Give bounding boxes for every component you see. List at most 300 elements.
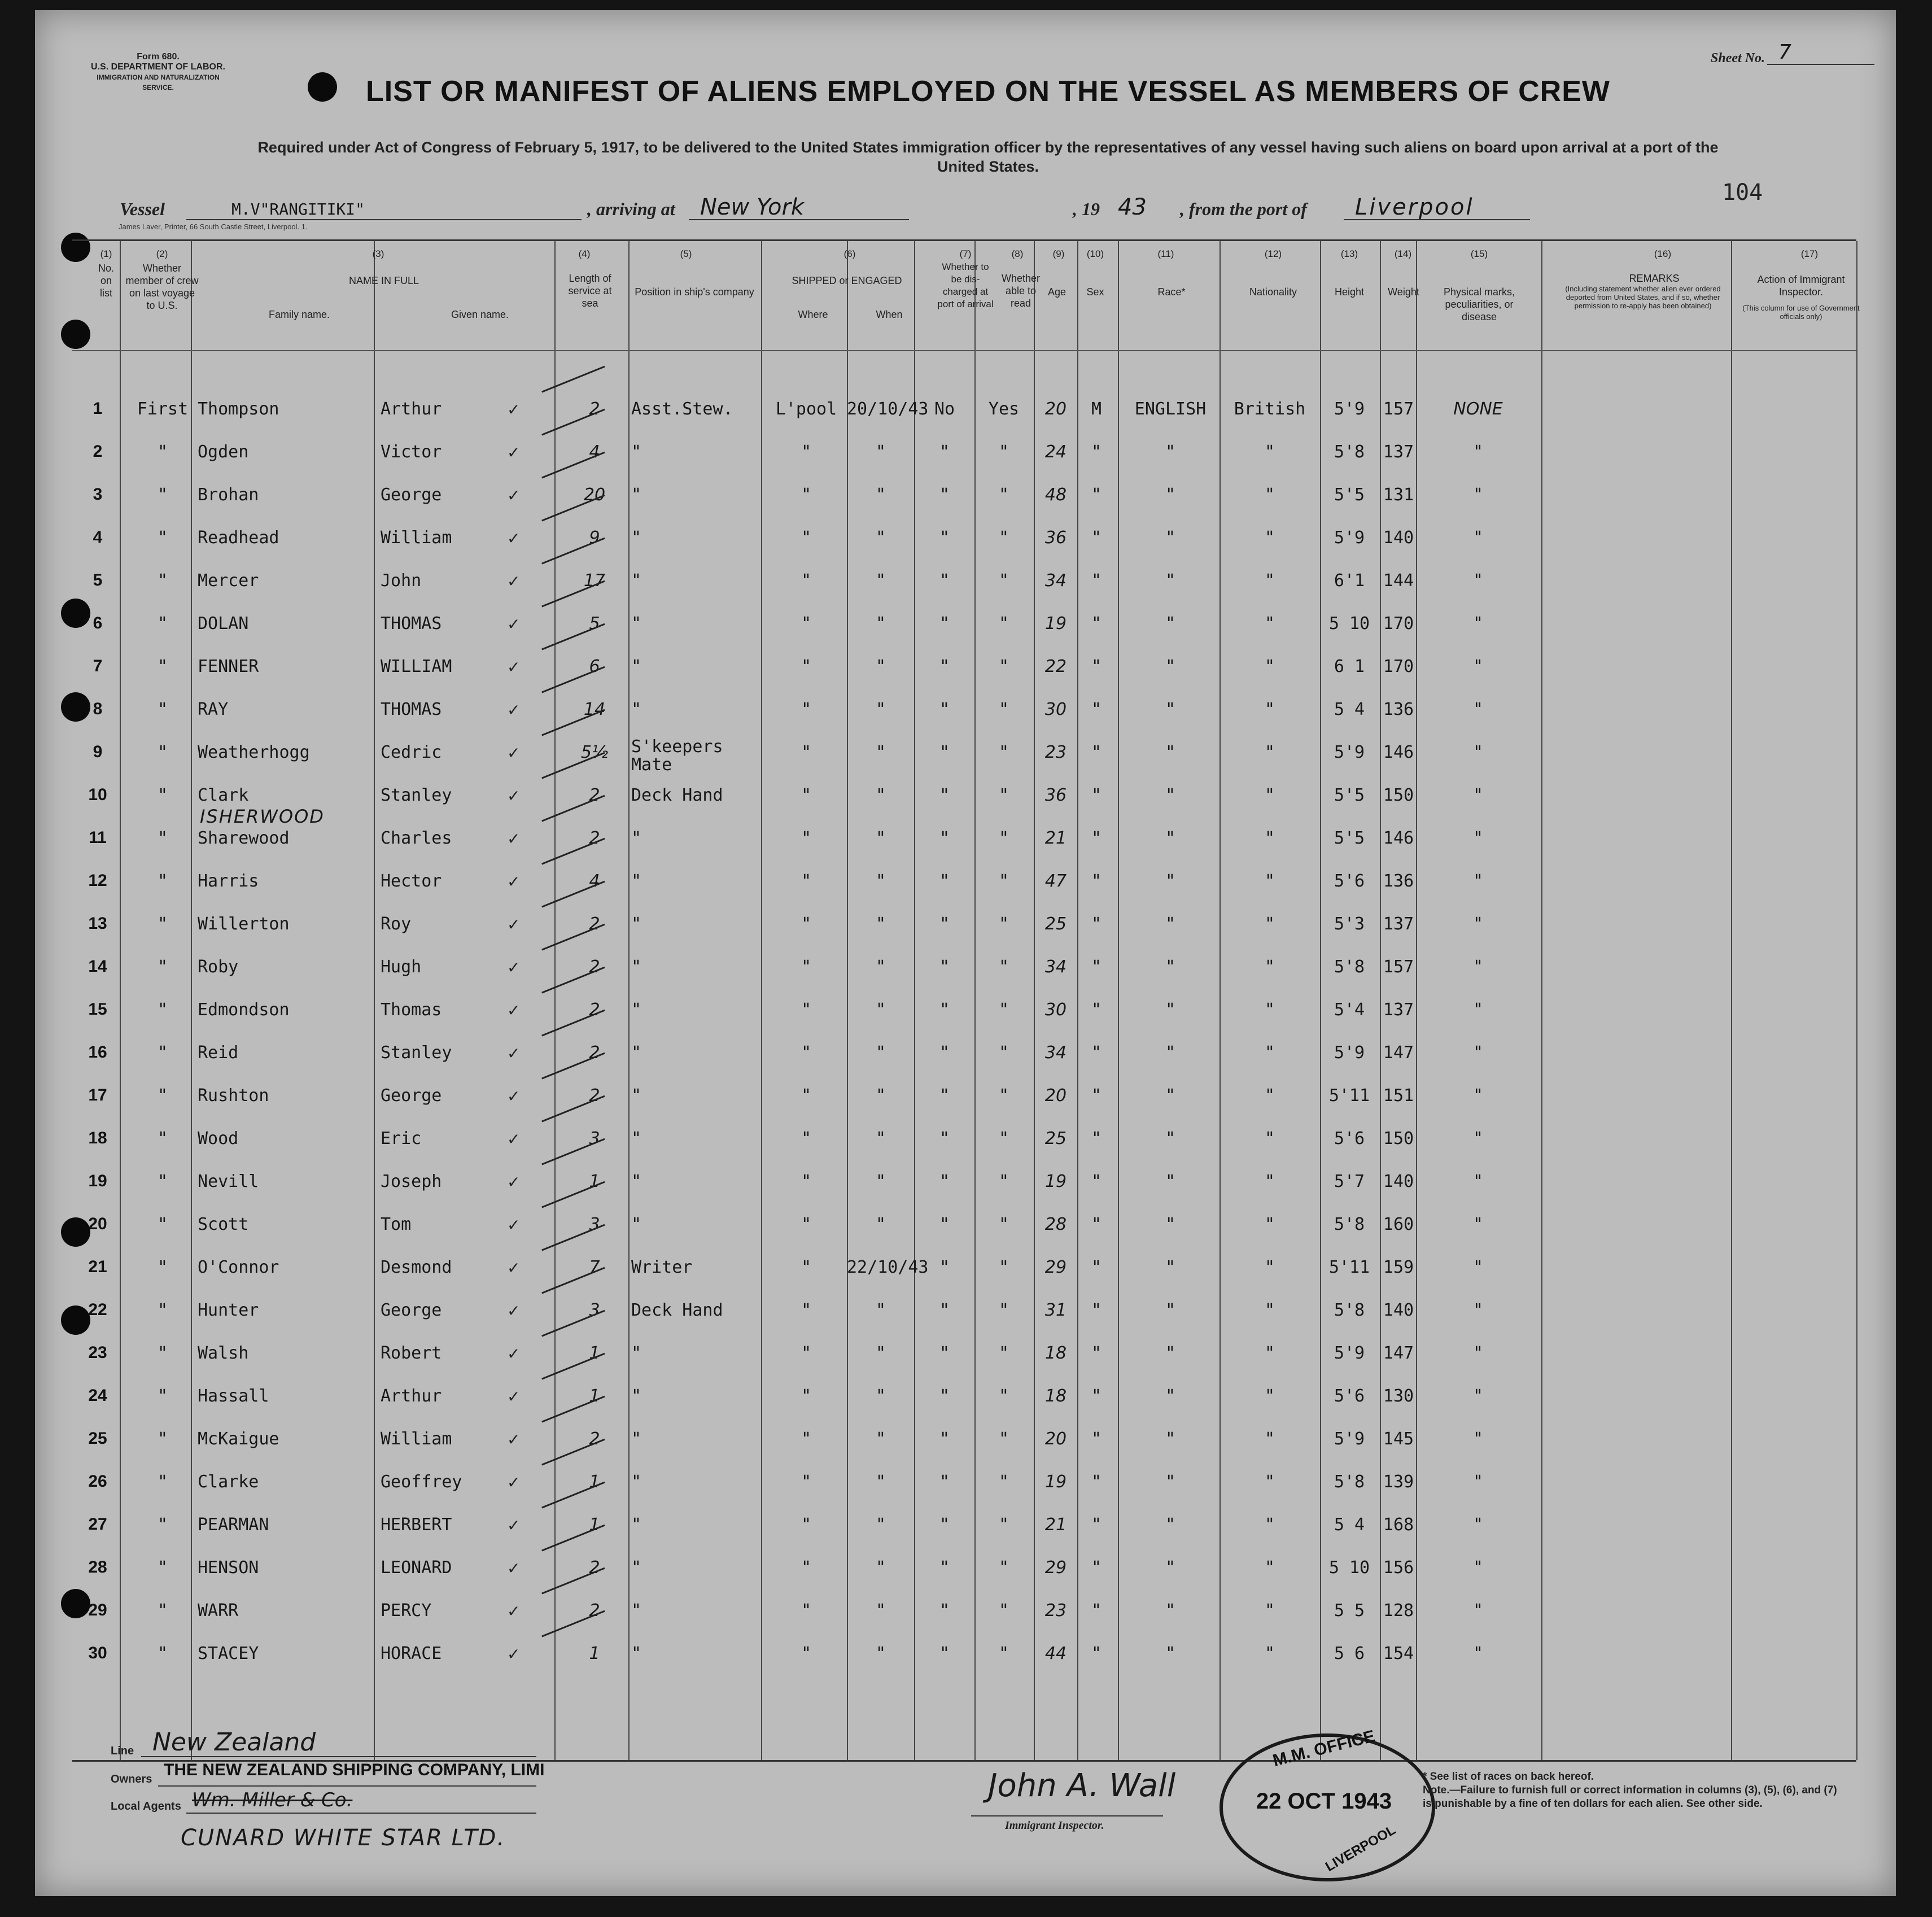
table-row — [72, 1631, 1856, 1674]
cell-nat: British — [1234, 399, 1306, 419]
cell-crew: " — [157, 1601, 168, 1621]
table-row — [72, 1073, 1856, 1116]
cell-disch: " — [939, 1429, 950, 1449]
cell-marks: " — [1474, 571, 1482, 591]
cell-service: 3 — [589, 1129, 600, 1149]
cell-sex: " — [1091, 1129, 1102, 1149]
cell-weight: 170 — [1383, 614, 1414, 634]
line-label: Line — [111, 1745, 134, 1757]
cell-given: John — [381, 571, 422, 591]
cell-when: " — [875, 571, 886, 591]
cell-where: L'pool — [775, 399, 837, 419]
cell-age: 30 — [1044, 1000, 1067, 1020]
col4-header: Length of service at sea — [568, 273, 612, 309]
cell-marks: " — [1474, 1000, 1482, 1020]
cell-disch: " — [939, 614, 950, 634]
row-number: 5 — [93, 571, 103, 589]
cell-where: " — [801, 442, 812, 462]
cell-disch: " — [939, 1343, 950, 1363]
cell-when: " — [875, 1343, 886, 1363]
cell-crew: First — [137, 399, 189, 419]
penalty-note: Note.—Failure to furnish full or correct information in columns (3), (5), (6), and (7) is punishable by a fine of ten dollars for each alien. See other side. — [1423, 1784, 1837, 1810]
cell-position: " — [631, 571, 642, 591]
cell-crew: " — [157, 700, 168, 719]
cell-disch: " — [939, 1300, 950, 1320]
col4-num: (4) — [578, 248, 591, 259]
cell-disch: " — [939, 743, 950, 762]
table-row — [72, 1417, 1856, 1459]
cell-sex: " — [1091, 700, 1102, 719]
cell-where: " — [801, 1000, 812, 1020]
cell-service: 7 — [589, 1257, 600, 1277]
cell-height: 5'5 — [1334, 485, 1365, 505]
col17-num: (17) — [1800, 248, 1819, 259]
cell-when: " — [875, 914, 886, 934]
cell-age: 25 — [1044, 1129, 1067, 1149]
cell-height: 5 10 — [1328, 1558, 1370, 1578]
cell-given: HORACE — [381, 1644, 442, 1663]
cell-when: 22/10/43 — [847, 1257, 929, 1277]
cell-race: " — [1165, 785, 1176, 805]
cell-service: 2 — [589, 828, 600, 848]
cell-read: " — [998, 1386, 1009, 1406]
cell-nat: " — [1264, 914, 1275, 934]
cell-disch: " — [939, 1043, 950, 1063]
col12-header: Nationality — [1249, 286, 1297, 298]
cell-position: " — [631, 871, 642, 891]
cell-crew: " — [157, 1129, 168, 1149]
year-value: 43 — [1118, 194, 1147, 220]
cell-position: " — [631, 828, 642, 848]
cell-when: " — [875, 957, 886, 977]
row-number: 28 — [88, 1558, 107, 1577]
cell-when: " — [875, 528, 886, 548]
cell-height: 5 4 — [1334, 1515, 1365, 1535]
cell-weight: 147 — [1383, 1043, 1414, 1063]
check-mark-icon: ✓ — [507, 1516, 521, 1535]
cell-height: 5 6 — [1334, 1644, 1365, 1663]
cell-where: " — [801, 871, 812, 891]
check-mark-icon: ✓ — [507, 529, 521, 548]
cell-when: 20/10/43 — [847, 399, 929, 419]
cell-age: 36 — [1044, 528, 1067, 548]
cell-age: 20 — [1044, 1086, 1067, 1106]
cell-read: " — [998, 442, 1009, 462]
table-row — [72, 816, 1856, 858]
form-id-block — [85, 52, 231, 93]
check-mark-icon: ✓ — [507, 1259, 521, 1277]
cell-position: " — [631, 1000, 642, 1020]
cell-marks: " — [1474, 1515, 1482, 1535]
cell-weight: 146 — [1383, 743, 1414, 762]
table-row — [72, 473, 1856, 515]
cell-crew: " — [157, 785, 168, 805]
cell-given: Hector — [381, 871, 442, 891]
cell-read: " — [998, 1644, 1009, 1663]
cell-when: " — [875, 1429, 886, 1449]
cell-crew: " — [157, 871, 168, 891]
check-mark-icon: ✓ — [507, 1344, 521, 1363]
cell-disch: " — [939, 1000, 950, 1020]
cell-when: " — [875, 1172, 886, 1191]
cell-disch: " — [939, 1472, 950, 1492]
owners-label: Owners — [111, 1773, 152, 1785]
cell-crew: " — [157, 1644, 168, 1663]
cell-family: HENSON — [198, 1558, 259, 1578]
col8-header: Whether able to read — [1001, 273, 1041, 309]
cell-position: " — [631, 914, 642, 934]
cell-crew: " — [157, 957, 168, 977]
col13-header: Height — [1334, 286, 1365, 298]
col16-num: (16) — [1654, 248, 1672, 259]
cell-height: 5'8 — [1334, 1300, 1365, 1320]
cell-family: Sharewood — [198, 828, 290, 848]
cell-read: " — [998, 1215, 1009, 1234]
cell-disch: " — [939, 828, 950, 848]
table-row — [72, 1331, 1856, 1373]
cell-family: McKaigue — [198, 1429, 279, 1449]
cell-position: " — [631, 957, 642, 977]
cell-service: 3 — [589, 1215, 600, 1234]
department-name: U.S. DEPARTMENT OF LABOR. — [91, 62, 225, 72]
cell-sex: " — [1091, 1300, 1102, 1320]
cell-disch: " — [939, 700, 950, 719]
cell-sex: " — [1091, 442, 1102, 462]
cell-age: 23 — [1044, 1601, 1067, 1621]
cell-marks: " — [1474, 828, 1482, 848]
cell-service: 4 — [589, 871, 600, 891]
cell-race: " — [1165, 1644, 1176, 1663]
col1-header: No. on list — [98, 263, 114, 299]
cell-race: " — [1165, 1429, 1176, 1449]
check-mark-icon: ✓ — [507, 1087, 521, 1106]
cell-nat: " — [1264, 1300, 1275, 1320]
cell-race: " — [1165, 571, 1176, 591]
cell-race: " — [1165, 657, 1176, 676]
cell-height: 5'8 — [1334, 1472, 1365, 1492]
table-row — [72, 430, 1856, 472]
cell-age: 21 — [1044, 1515, 1067, 1535]
cell-family: Thompson — [198, 399, 279, 419]
cell-position: " — [631, 1472, 642, 1492]
cell-disch: " — [939, 1644, 950, 1663]
cell-family: Clarke — [198, 1472, 259, 1492]
cell-nat: " — [1264, 1043, 1275, 1063]
row-number: 1 — [93, 399, 103, 418]
cell-height: 5'3 — [1334, 914, 1365, 934]
cell-weight: 140 — [1383, 1300, 1414, 1320]
row-number: 11 — [89, 828, 107, 847]
cell-sex: " — [1091, 743, 1102, 762]
check-mark-icon: ✓ — [507, 1173, 521, 1191]
cell-service: 2 — [589, 1429, 600, 1449]
cell-height: 5'9 — [1334, 528, 1365, 548]
cell-service: 2 — [589, 1043, 600, 1063]
cell-nat: " — [1264, 1472, 1275, 1492]
check-mark-icon: ✓ — [507, 572, 521, 591]
cell-age: 48 — [1044, 485, 1067, 505]
cell-family: WARR — [198, 1601, 239, 1621]
cell-service: 2 — [589, 957, 600, 977]
check-mark-icon: ✓ — [507, 958, 521, 977]
table-row — [72, 1030, 1856, 1073]
arrival-port: New York — [700, 194, 805, 220]
cell-family: FENNER — [198, 657, 259, 676]
stamp-bottom-text: LIVERPOOL — [1322, 1822, 1398, 1875]
vessel-label: Vessel — [120, 199, 165, 219]
cell-when: " — [875, 1215, 886, 1234]
cell-age: 25 — [1044, 914, 1067, 934]
table-row — [72, 1159, 1856, 1202]
cell-where: " — [801, 1472, 812, 1492]
cell-read: " — [998, 614, 1009, 634]
cell-weight: 137 — [1383, 1000, 1414, 1020]
cell-age: 34 — [1044, 571, 1067, 591]
cell-where: " — [801, 1257, 812, 1277]
cell-height: 5'9 — [1334, 1043, 1365, 1063]
col5-num: (5) — [680, 248, 692, 259]
cell-service: 2 — [589, 1601, 600, 1621]
cell-nat: " — [1264, 785, 1275, 805]
cell-family: Reid — [198, 1043, 239, 1063]
cell-position: " — [631, 700, 642, 719]
cell-where: " — [801, 1172, 812, 1191]
cell-nat: " — [1264, 1429, 1275, 1449]
page-title: LIST OR MANIFEST OF ALIENS EMPLOYED ON THE VESSEL AS MEMBERS OF CREW — [366, 75, 1610, 108]
cell-service: 5½ — [580, 743, 609, 762]
cell-age: 19 — [1044, 614, 1067, 634]
cell-marks: " — [1474, 614, 1482, 634]
owners-value: THE NEW ZEALAND SHIPPING COMPANY, LIMI — [164, 1761, 545, 1779]
cell-family: Mercer — [198, 571, 259, 591]
cell-height: 6'1 — [1334, 571, 1365, 591]
cell-read: " — [998, 485, 1009, 505]
cell-age: 29 — [1044, 1558, 1067, 1578]
cell-position: " — [631, 1215, 642, 1234]
cell-given: George — [381, 1086, 442, 1106]
year-prefix: , 19 — [1073, 199, 1100, 219]
cell-crew: " — [157, 1000, 168, 1020]
row-number: 24 — [88, 1386, 107, 1405]
cell-age: 28 — [1044, 1215, 1067, 1234]
cell-height: 5'5 — [1334, 828, 1365, 848]
check-mark-icon: ✓ — [507, 915, 521, 934]
cell-given: Joseph — [381, 1172, 442, 1191]
cell-height: 5'8 — [1334, 957, 1365, 977]
cell-given: Arthur — [381, 399, 442, 419]
check-mark-icon: ✓ — [507, 1130, 521, 1149]
cell-position: " — [631, 1043, 642, 1063]
cell-crew: " — [157, 1472, 168, 1492]
col3-header: NAME IN FULL — [348, 275, 419, 286]
cell-read: " — [998, 1601, 1009, 1621]
cell-sex: " — [1091, 1215, 1102, 1234]
col1-num: (1) — [100, 248, 112, 259]
cell-family: Brohan — [198, 485, 259, 505]
cell-nat: " — [1264, 571, 1275, 591]
col6-header: SHIPPED or ENGAGED — [792, 275, 902, 286]
cell-sex: " — [1091, 1000, 1102, 1020]
check-mark-icon: ✓ — [507, 1001, 521, 1020]
given-name-header: Given name. — [451, 309, 509, 320]
cell-service: 3 — [589, 1300, 600, 1320]
cell-given: Cedric — [381, 743, 442, 762]
cell-family: Weatherhogg — [198, 743, 310, 762]
cell-family: PEARMAN — [198, 1515, 269, 1535]
cell-weight: 137 — [1383, 914, 1414, 934]
page-subtitle: Required under Act of Congress of February 5, 1917, to be delivered to the United States immigration officer by the representatives of any vessel having such aliens on board upon arrival at a port of the United States. — [257, 139, 1719, 175]
row-number: 12 — [88, 871, 107, 890]
row-number: 8 — [93, 700, 103, 718]
cell-family: Wood — [198, 1129, 239, 1149]
cell-read: " — [998, 1472, 1009, 1492]
cell-given: Victor — [381, 442, 442, 462]
cell-age: 34 — [1044, 957, 1067, 977]
col7-num: (7) — [959, 248, 972, 259]
agents-value: CUNARD WHITE STAR LTD. — [181, 1825, 506, 1851]
cell-race: " — [1165, 914, 1176, 934]
cell-read: " — [998, 1515, 1009, 1535]
cell-marks: " — [1474, 957, 1482, 977]
cell-age: 19 — [1044, 1472, 1067, 1492]
cell-sex: " — [1091, 485, 1102, 505]
table-row — [72, 516, 1856, 558]
cell-age: 47 — [1044, 871, 1067, 891]
col11-num: (11) — [1157, 248, 1174, 259]
table-row — [72, 773, 1856, 815]
cell-marks: " — [1474, 657, 1482, 676]
row-number: 10 — [88, 785, 107, 804]
cell-marks: " — [1474, 528, 1482, 548]
cell-nat: " — [1264, 1515, 1275, 1535]
cell-height: 5'11 — [1328, 1086, 1370, 1106]
cell-weight: 168 — [1383, 1515, 1414, 1535]
cell-where: " — [801, 700, 812, 719]
stamp-number: 104 — [1722, 180, 1763, 206]
cell-marks: " — [1474, 1043, 1482, 1063]
cell-service: 6 — [589, 657, 600, 676]
col17-note: (This column for use of Government officials only) — [1742, 304, 1860, 321]
cell-age: 24 — [1044, 442, 1067, 462]
cell-age: 21 — [1044, 828, 1067, 848]
cell-weight: 151 — [1383, 1086, 1414, 1106]
cell-crew: " — [157, 1215, 168, 1234]
check-mark-icon: ✓ — [507, 829, 521, 848]
cell-nat: " — [1264, 1257, 1275, 1277]
col9-num: (9) — [1052, 248, 1065, 259]
cell-crew: " — [157, 1172, 168, 1191]
cell-given: Robert — [381, 1343, 442, 1363]
cell-age: 36 — [1044, 785, 1067, 805]
cell-nat: " — [1264, 1386, 1275, 1406]
check-mark-icon: ✓ — [507, 701, 521, 719]
cell-sex: M — [1091, 399, 1102, 419]
cell-crew: " — [157, 1300, 168, 1320]
vessel-name: M.V"RANGITIKI" — [231, 200, 365, 219]
cell-crew: " — [157, 614, 168, 634]
cell-disch: " — [939, 1215, 950, 1234]
cell-given: Geoffrey — [381, 1472, 462, 1492]
cell-service: 1 — [589, 1172, 600, 1191]
cell-weight: 150 — [1383, 785, 1414, 805]
cell-where: " — [801, 1129, 812, 1149]
cell-race: " — [1165, 1558, 1176, 1578]
cell-nat: " — [1264, 528, 1275, 548]
cell-where: " — [801, 1086, 812, 1106]
cell-read: " — [998, 1343, 1009, 1363]
cell-where: " — [801, 1515, 812, 1535]
cell-where: " — [801, 657, 812, 676]
cell-height: 5'9 — [1334, 1343, 1365, 1363]
races-note: * See list of races on back hereof. — [1423, 1771, 1594, 1783]
cell-height: 5'9 — [1334, 399, 1365, 419]
cell-when: " — [875, 828, 886, 848]
cell-position: " — [631, 1172, 642, 1191]
cell-where: " — [801, 1558, 812, 1578]
cell-crew: " — [157, 743, 168, 762]
cell-read: " — [998, 743, 1009, 762]
cell-marks: " — [1474, 743, 1482, 762]
cell-height: 6 1 — [1334, 657, 1365, 676]
row-number: 13 — [88, 914, 107, 933]
cell-disch: " — [939, 785, 950, 805]
cell-age: 19 — [1044, 1172, 1067, 1191]
cell-nat: " — [1264, 957, 1275, 977]
cell-weight: 128 — [1383, 1601, 1414, 1621]
cell-race: " — [1165, 828, 1176, 848]
cell-weight: 147 — [1383, 1343, 1414, 1363]
table-row — [72, 558, 1856, 601]
row-number: 27 — [88, 1515, 107, 1534]
cell-when: " — [875, 1601, 886, 1621]
check-mark-icon: ✓ — [507, 1645, 521, 1663]
cell-given: William — [381, 528, 452, 548]
cell-weight: 136 — [1383, 871, 1414, 891]
col13-num: (13) — [1340, 248, 1358, 259]
col14-num: (14) — [1394, 248, 1412, 259]
cell-crew: " — [157, 1043, 168, 1063]
cell-marks: " — [1474, 914, 1482, 934]
row-number: 4 — [93, 528, 103, 547]
cell-position: " — [631, 1129, 642, 1149]
cell-family: O'Connor — [198, 1257, 279, 1277]
cell-sex: " — [1091, 1472, 1102, 1492]
col14-header: Weight — [1388, 286, 1419, 298]
cell-family: STACEY — [198, 1644, 259, 1663]
cell-family: Hunter — [198, 1300, 259, 1320]
family-name-header: Family name. — [268, 309, 330, 320]
cell-family: RAY — [198, 700, 229, 719]
cell-disch: No — [934, 399, 955, 419]
cell-given: THOMAS — [381, 614, 442, 634]
cell-race: " — [1165, 1215, 1176, 1234]
footnotes — [1423, 1770, 1846, 1811]
check-mark-icon: ✓ — [507, 400, 521, 419]
cell-read: " — [998, 871, 1009, 891]
cell-sex: " — [1091, 785, 1102, 805]
col10-header: Sex — [1086, 286, 1104, 298]
cell-sex: " — [1091, 957, 1102, 977]
cell-disch: " — [939, 914, 950, 934]
cell-nat: " — [1264, 1215, 1275, 1234]
cell-marks: " — [1474, 700, 1482, 719]
cell-sex: " — [1091, 1386, 1102, 1406]
row-number: 6 — [93, 614, 103, 632]
cell-race: " — [1165, 1515, 1176, 1535]
cell-crew: " — [157, 1086, 168, 1106]
cell-sex: " — [1091, 657, 1102, 676]
cell-nat: " — [1264, 743, 1275, 762]
